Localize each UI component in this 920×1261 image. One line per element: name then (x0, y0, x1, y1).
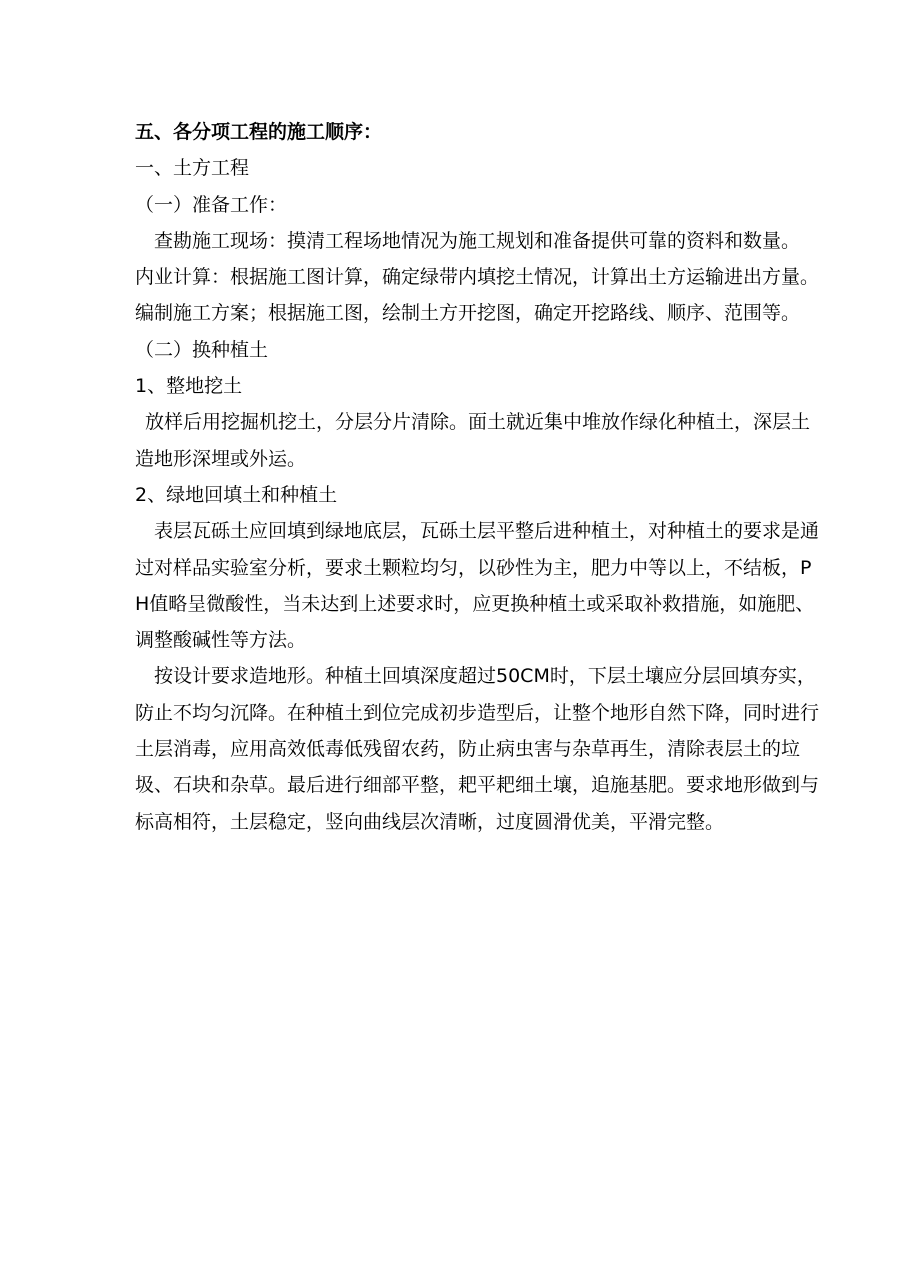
paragraph-backfill-requirements: 表层瓦砾土应回填到绿地底层，瓦砾土层平整后进种植土，对种植土的要求是通过对样品实验室分析，要求土颗粒均匀，以砂性为主，肥力中等以上，不结板，PH值略呈微酸性，当未达到上述要求时，应更换种植土或采取补救措施，如施肥、调整酸碱性等方法。 (135, 520, 820, 652)
paragraph-terrain-shaping: 按设计要求造地形。种植土回填深度超过50CM时，下层土壤应分层回填夯实，防止不均匀沉降。在种植土到位完成初步造型后，让整个地形自然下降，同时进行土层消毒，应用高效低毒低残留农药，防止病虫害与杂草再生，清除表层土的垃圾、石块和杂草。最后进行细部平整，耙平耙细土壤，追施基肥。要求地形做到与标高相符，土层稳定，竖向曲线层次清晰，过度圆滑优美，平滑完整。 (135, 665, 820, 833)
document-body (135, 114, 825, 840)
paragraph-grading: 放样后用挖掘机挖土，分层分片清除。面土就近集中堆放作绿化种植土，深层土造地形深埋或外运。 (135, 411, 811, 470)
item-title-backfill: 2、绿地回填土和种植土 (135, 483, 338, 506)
paragraph-site-survey: 查勘施工现场：摸清工程场地情况为施工规划和准备提供可靠的资料和数量。 (154, 229, 801, 252)
paragraph-construction-plan: 编制施工方案；根据施工图，绘制土方开挖图，确定开挖路线、顺序、范围等。 (135, 302, 801, 325)
paragraph-internal-calculation: 内业计算：根据施工图计算，确定绿带内填挖土情况，计算出土方运输进出方量。 (135, 266, 820, 289)
item-title-grading: 1、整地挖土 (135, 375, 243, 398)
section-title-earthwork: 一、土方工程 (135, 157, 250, 180)
subsection-title-soil-replacement: （二）换种植土 (135, 338, 269, 361)
section-heading: 五、各分项工程的施工顺序： (135, 121, 383, 143)
subsection-title-preparation: （一）准备工作： (135, 193, 288, 216)
